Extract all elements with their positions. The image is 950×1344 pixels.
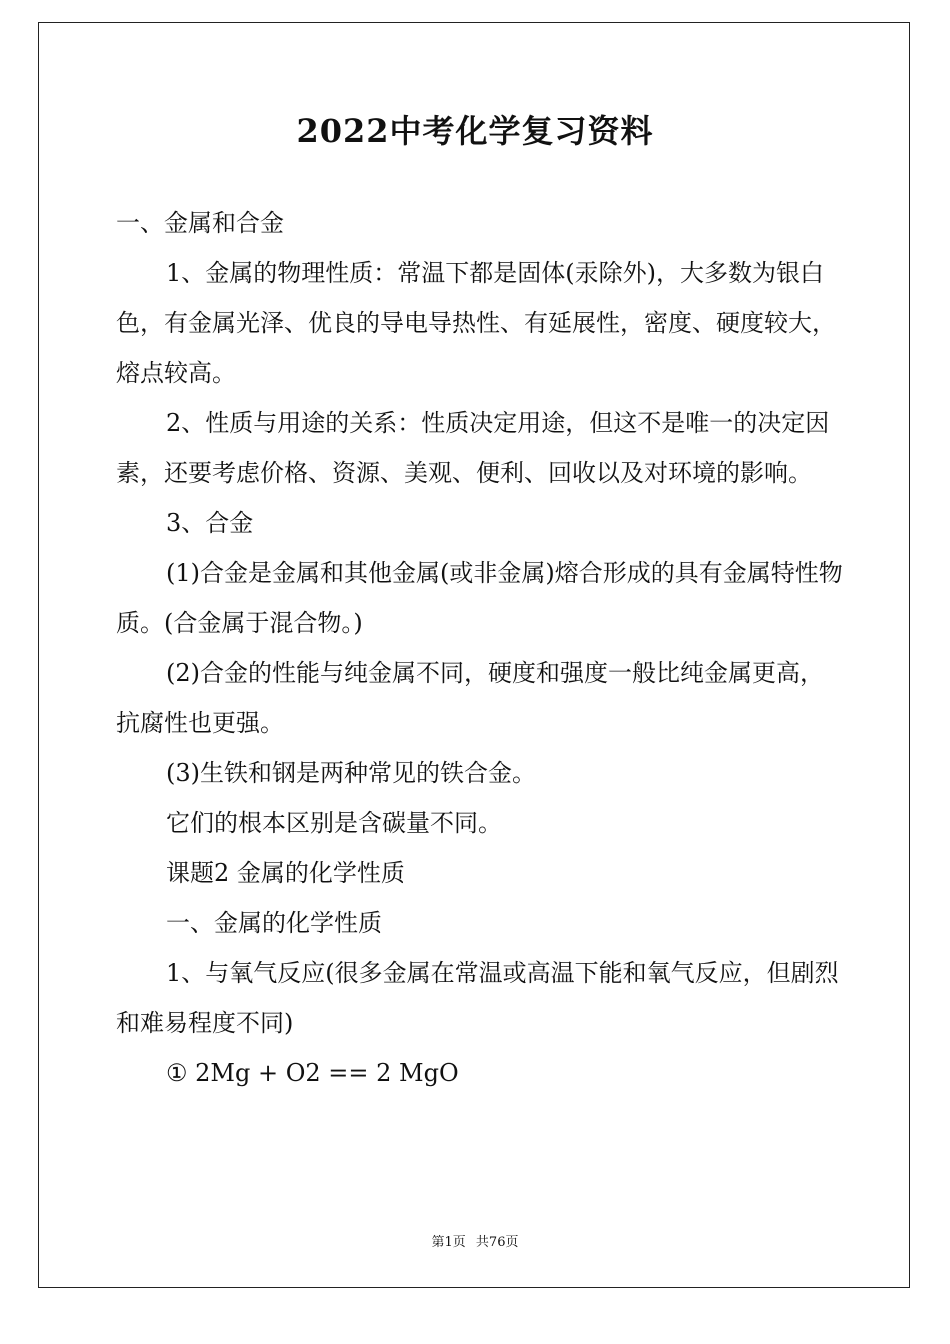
paragraph-carbon-content: 它们的根本区别是含碳量不同。 xyxy=(166,809,502,837)
paragraph-oxygen-reaction: 1、与氧气反应(很多金属在常温或高温下能和氧气反应，但剧烈和难易程度不同) xyxy=(116,959,839,1037)
section-heading-chemical-properties: 一、金属的化学性质 xyxy=(166,909,382,937)
document-body xyxy=(116,198,846,1098)
page-footer: 第1页 共76页 xyxy=(431,1235,519,1250)
paragraph-alloy-performance: (2)合金的性能与纯金属不同，硬度和强度一般比纯金属更高，抗腐性也更强。 xyxy=(116,659,824,737)
document-title: 2022中考化学复习资料 xyxy=(296,112,654,151)
paragraph-properties-uses: 2、性质与用途的关系：性质决定用途，但这不是唯一的决定因素，还要考虑价格、资源、美观、便利、回收以及对环境的影响。 xyxy=(116,409,830,487)
subheading-alloys: 3、合金 xyxy=(166,509,254,537)
paragraph-physical-properties: 1、金属的物理性质：常温下都是固体(汞除外)，大多数为银白色，有金属光泽、优良的导电导热性、有延展性，密度、硬度较大，熔点较高。 xyxy=(116,259,836,387)
section-heading-metals-alloys: 一、金属和合金 xyxy=(116,209,284,237)
equation-magnesium-oxide: ① 2Mg + O2 == 2 MgO xyxy=(166,1059,459,1087)
paragraph-alloy-definition: (1)合金是金属和其他金属(或非金属)熔合形成的具有金属特性物质。(合金属于混合物。) xyxy=(116,559,843,637)
lesson-heading-chemical-properties: 课题2 金属的化学性质 xyxy=(166,859,405,887)
paragraph-iron-alloys: (3)生铁和钢是两种常见的铁合金。 xyxy=(166,759,536,787)
